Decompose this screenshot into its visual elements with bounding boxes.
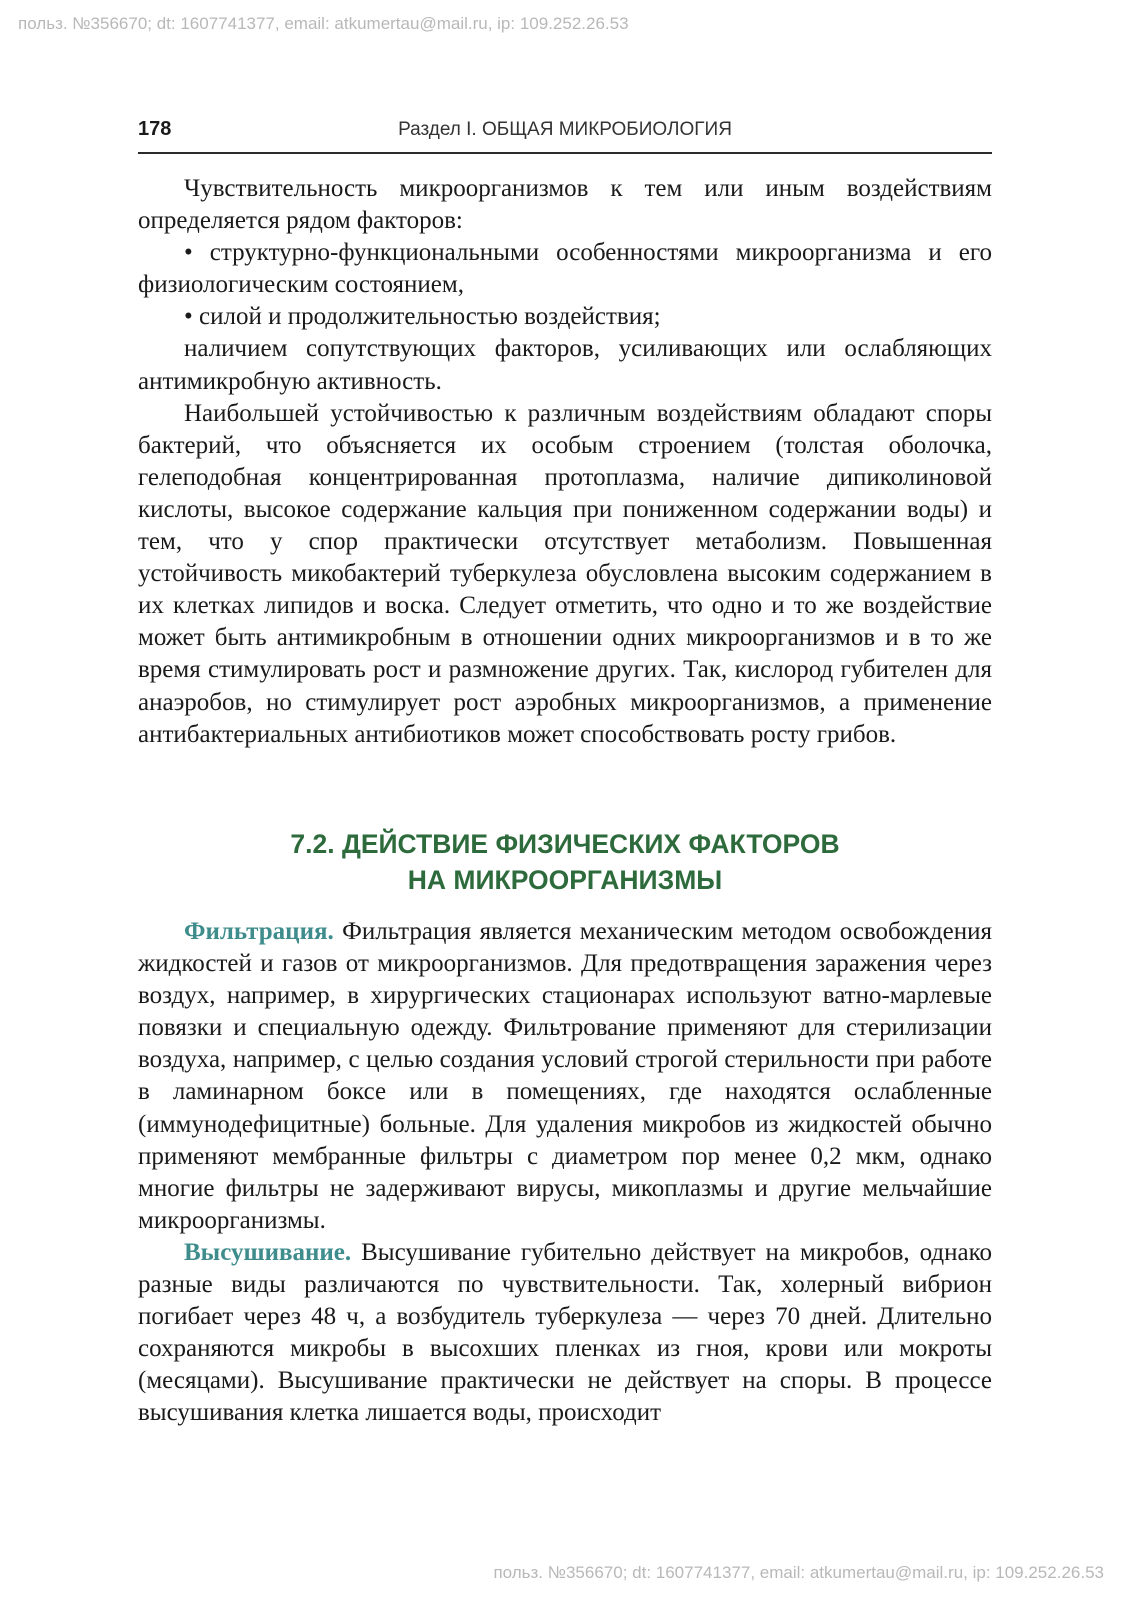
page-number: 178 bbox=[138, 118, 172, 140]
running-header bbox=[138, 112, 992, 154]
heading-line: 7.2. ДЕЙСТВИЕ ФИЗИЧЕСКИХ ФАКТОРОВ bbox=[290, 829, 840, 859]
heading-line: НА МИКРООРГАНИЗМЫ bbox=[407, 865, 723, 895]
intro-text bbox=[138, 173, 992, 751]
run-in-term: Фильтрация. bbox=[184, 918, 334, 945]
paragraph-drying bbox=[138, 1237, 992, 1430]
watermark-top: польз. №356670; dt: 1607741377, email: atkumertau@mail.ru, ip: 109.252.26.53 bbox=[18, 14, 629, 33]
paragraph-text: Фильтрация является механическим методом освобождения жидкостей и газов от микроорганизмов. Для предотвращения заражения через воздух, например, в хирургических стационарах используют ватно-марлевые повязки и специальную одежду. Фильтрование применяют для стерилизации воздуха, например, с целью создания условий строгой стерильности при работе в ламинарном боксе или в помещениях, где находятся ослабленные (иммунодефицитные) больные. Для удаления микробов из жидкостей обычно применяют мембранные фильтры с диаметром пор менее 0,2 мкм, однако многие фильтры не задерживают вирусы, микоплазмы и другие мельчайшие микроорганизмы. bbox=[138, 918, 992, 1234]
run-in-term: Высушивание. bbox=[184, 1238, 352, 1266]
watermark-bottom: польз. №356670; dt: 1607741377, email: atkumertau@mail.ru, ip: 109.252.26.53 bbox=[493, 1563, 1104, 1582]
paragraph-text: Высушивание губительно действует на микробов, однако разные виды различаются по чувствительности. Так, холерный вибрион погибает через 48 ч, а возбудитель туберкулеза — через 70 дней. Длительно сохраняются микробы в высохших пленках из гноя, крови или мокроты (месяцами). Высушивание практически не действует на споры. В процессе высушивания клетка лишается воды, происходит bbox=[138, 1238, 992, 1427]
section-title: Раздел I. ОБЩАЯ МИКРОБИОЛОГИЯ bbox=[398, 119, 732, 140]
chapter-heading bbox=[138, 826, 992, 898]
paragraph: Наибольшей устойчивостью к различным воздействиям обладают споры бактерий, что объясняется их особым строением (толстая оболочка, гелеподобная концентрированная протоплазма, наличие дипиколиновой кислоты, высокое содержание кальция при пониженном содержании воды) и тем, что у спор практически отсутствует метаболизм. Повышенная устойчивость микобактерий туберкулеза обусловлена высоким содержанием в их клетках липидов и воска. Следует отметить, что одно и то же воздействие может быть антимикробным в отношении одних микроорганизмов и в то же время стимулировать рост и размножение других. Так, кислород губителен для анаэробов, но стимулирует рост аэробных микроорганизмов, а применение антибактериальных антибиотиков может способствовать росту грибов. bbox=[138, 399, 992, 748]
paragraph: Чувствительность микроорганизмов к тем или иным воздействиям определяется рядом факторов: bbox=[138, 175, 992, 235]
paragraph-filtration bbox=[138, 916, 992, 1237]
physical-factors-text bbox=[138, 916, 992, 1430]
bullet-item: • силой и продолжительностью воздействия; bbox=[184, 303, 661, 331]
paragraph: наличием сопутствующих факторов, усиливающих или ослабляющих антимикробную активность. bbox=[138, 335, 992, 395]
bullet-item: • структурно-функциональными особенностями микроорганизма и его физиологическим состоянием, bbox=[138, 239, 992, 299]
